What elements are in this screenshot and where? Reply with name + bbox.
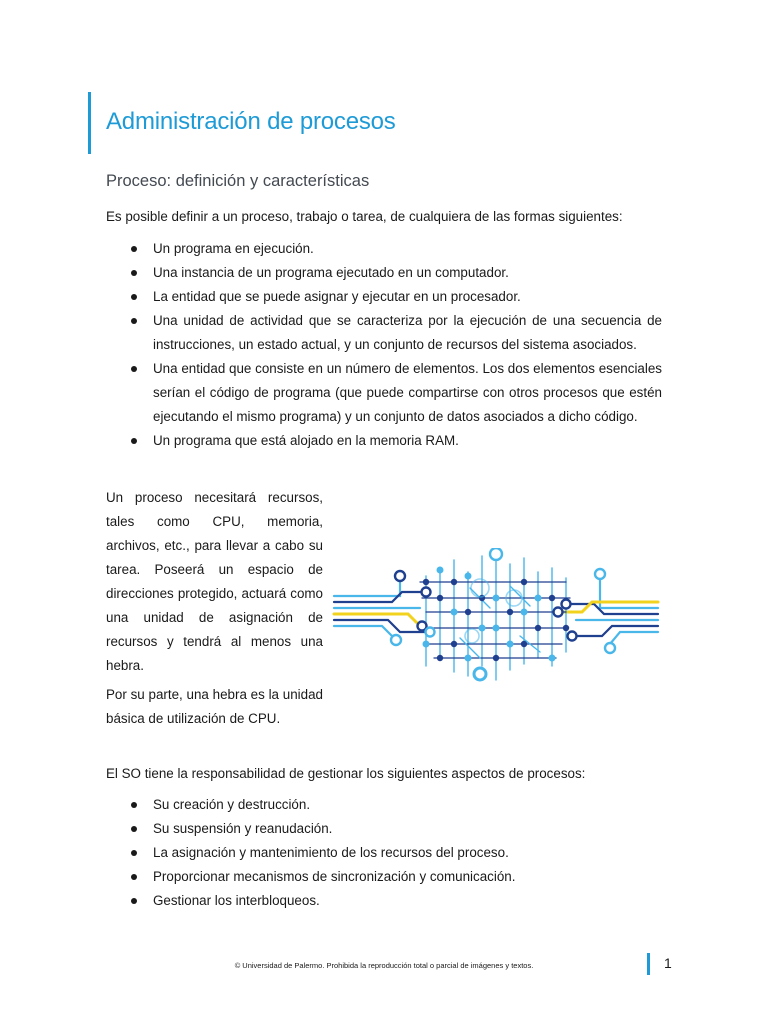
circuit-board-illustration [330, 548, 662, 684]
page-number-accent-bar [647, 953, 650, 975]
resources-paragraph: Un proceso necesitará recursos, tales como CPU, memoria, archivos, etc., para llevar a cabo su tarea. Poseerá un espacio de direcciones protegido, actuará como una unidad de asignación de recursos y tendrá al menos una hebra. [106, 490, 323, 673]
list-item: Una instancia de un programa ejecutado en un computador. [106, 261, 662, 285]
thread-paragraph: Por su parte, una hebra es la unidad básica de utilización de CPU. [106, 687, 323, 726]
page-number: 1 [664, 955, 672, 971]
list-item: La asignación y mantenimiento de los recursos del proceso. [106, 841, 662, 865]
title-accent-bar [88, 92, 91, 154]
list-item: Su creación y destrucción. [106, 793, 662, 817]
so-responsibility-paragraph: El SO tiene la responsabilidad de gestionar los siguientes aspectos de procesos: [106, 766, 586, 781]
list-item: Una unidad de actividad que se caracteriza por la ejecución de una secuencia de instrucciones, un estado actual, y un conjunto de recursos del sistema asociados. [106, 309, 662, 357]
list-item: Una entidad que consiste en un número de elementos. Los dos elementos esenciales serían el código de programa (que puede compartirse con otros procesos que estén ejecutando el mismo programa) y un conjunto de datos asociados a dicho código. [106, 357, 662, 429]
list-item: Gestionar los interbloqueos. [106, 889, 662, 913]
intro-paragraph: Es posible definir a un proceso, trabajo o tarea, de cualquiera de las formas siguientes: [106, 209, 623, 224]
list-item: Su suspensión y reanudación. [106, 817, 662, 841]
definitions-list [106, 237, 662, 453]
footer-copyright: © Universidad de Palermo. Prohibida la reproducción total o parcial de imágenes y textos. [234, 961, 534, 970]
responsibilities-list [106, 793, 662, 913]
list-item: La entidad que se puede asignar y ejecutar en un procesador. [106, 285, 662, 309]
section-subtitle: Proceso: definición y características [106, 172, 370, 190]
list-item: Proporcionar mecanismos de sincronización y comunicación. [106, 865, 662, 889]
page-title: Administración de procesos [106, 108, 396, 135]
list-item: Un programa que está alojado en la memoria RAM. [106, 429, 662, 453]
list-item: Un programa en ejecución. [106, 237, 662, 261]
